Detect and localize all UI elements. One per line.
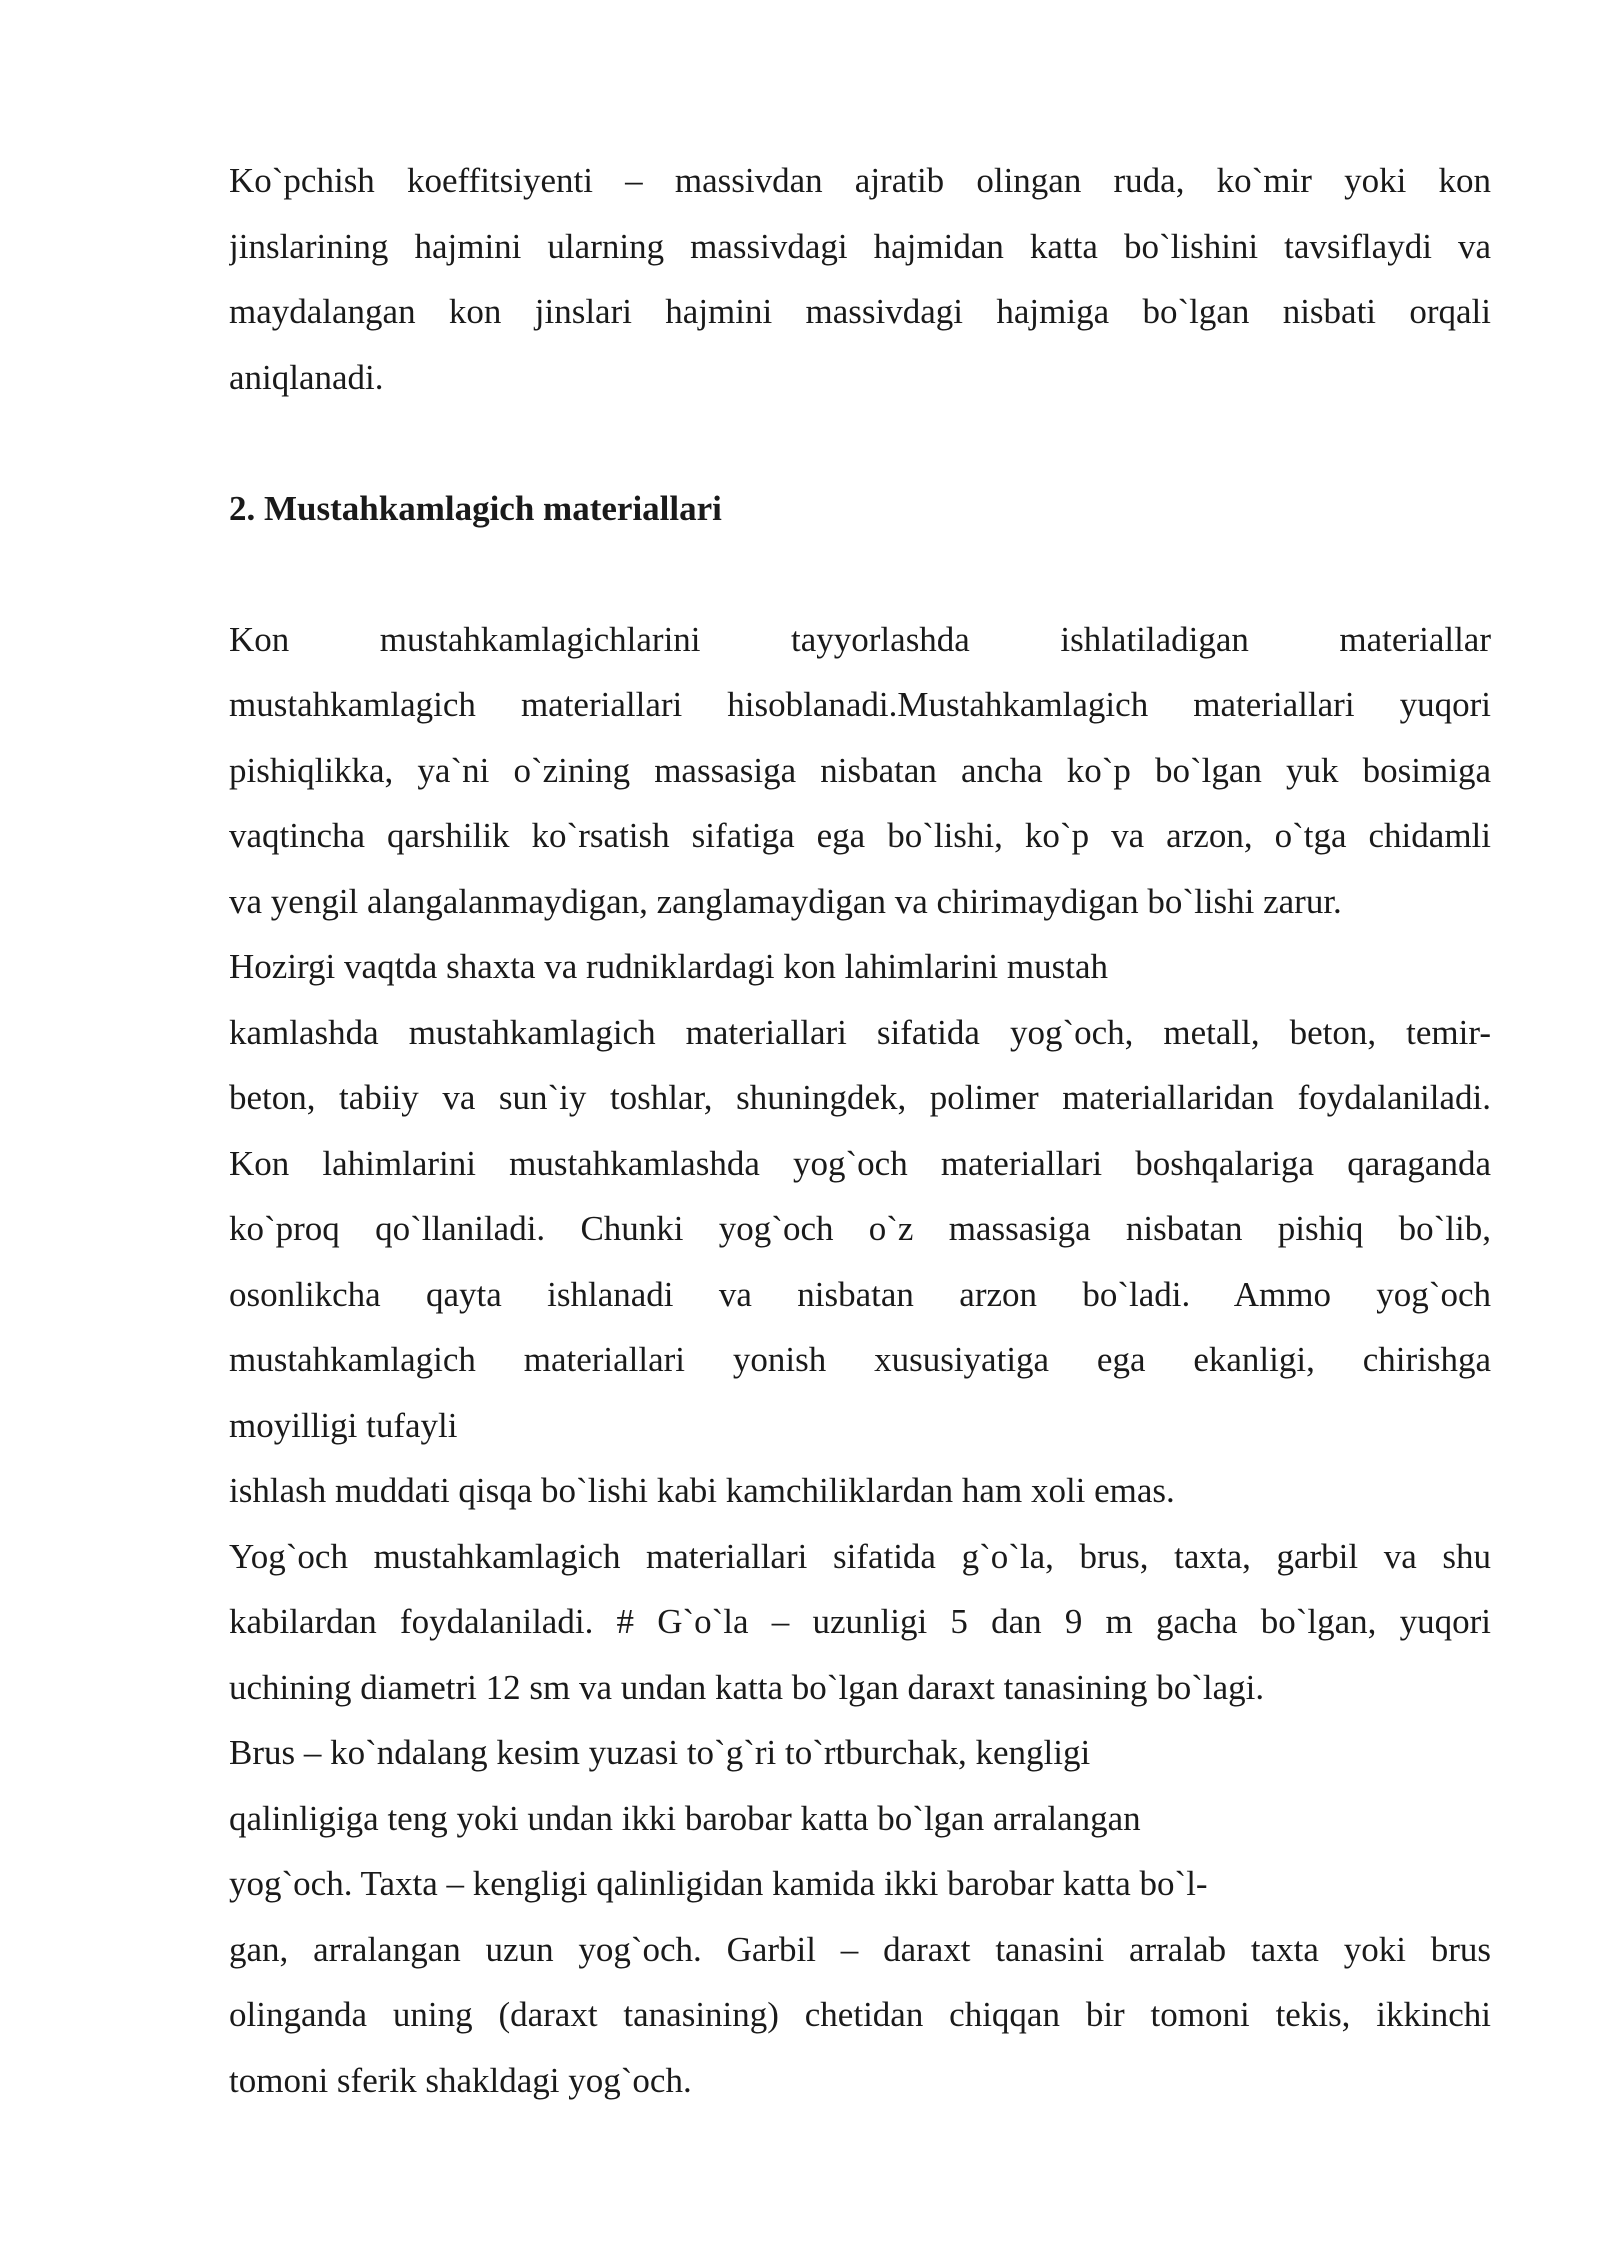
text-line: qalinligiga teng yoki undan ikki barobar katta bo`lgan arralangan — [229, 1798, 1141, 1838]
text-line: osonlikcha qayta ishlanadi va nisbatan arzon bo`ladi. Ammo yog`och — [229, 1274, 1491, 1314]
text-line: kabilardan foydalaniladi. # G`o`la – uzunligi 5 dan 9 m gacha bo`lgan, yuqori — [229, 1602, 1491, 1641]
text-line: moyilligi tufayli — [229, 1405, 458, 1445]
text-line: aniqlanadi. — [229, 357, 384, 397]
text-line: Ko`pchish koeffitsiyenti – massivdan ajratib olingan ruda, ko`mir yoki kon — [229, 161, 1491, 200]
text-line: olinganda uning (daraxt tanasining) chetidan chiqqan bir tomoni tekis, ikkinchi — [229, 1995, 1491, 2034]
text-line: va yengil alangalanmaydigan, zanglamaydigan va chirimaydigan bo`lishi zarur. — [229, 881, 1342, 921]
text-line: gan, arralangan uzun yog`och. Garbil – daraxt tanasini arralab taxta yoki brus — [229, 1929, 1491, 1969]
paragraph-mustahkamlagich-materiallari — [229, 607, 1491, 2114]
text-line: jinslarining hajmini ularning massivdagi hajmidan katta bo`lishini tavsiflaydi va — [229, 226, 1491, 266]
text-line: Brus – ko`ndalang kesim yuzasi to`g`ri to`rtburchak, kengligi — [229, 1733, 1091, 1772]
text-line: kamlashda mustahkamlagich materiallari sifatida yog`och, metall, beton, temir- — [229, 1012, 1491, 1052]
paragraph-kopchish-koeffitsiyenti — [229, 148, 1491, 410]
text-line: yog`och. Taxta – kengligi qalinligidan kamida ikki barobar katta bo`l- — [229, 1864, 1208, 1903]
text-line: pishiqlikka, ya`ni o`zining massasiga nisbatan ancha ko`p bo`lgan yuk bosimiga — [229, 750, 1491, 790]
text-line: mustahkamlagich materiallari yonish xususiyatiga ega ekanligi, chirishga — [229, 1340, 1491, 1379]
text-line: uchining diametri 12 sm va undan katta bo`lgan daraxt tanasining bo`lagi. — [229, 1667, 1265, 1707]
text-line: Kon lahimlarini mustahkamlashda yog`och materiallari boshqalariga qaraganda — [229, 1143, 1491, 1183]
text-line: Hozirgi vaqtda shaxta va rudniklardagi kon lahimlarini mustah — [229, 947, 1108, 986]
section-heading: 2. Mustahkamlagich materiallari — [229, 488, 722, 528]
text-line: ko`proq qo`llaniladi. Chunki yog`och o`z massasiga nisbatan pishiq bo`lib, — [229, 1209, 1491, 1248]
text-line: maydalangan kon jinslari hajmini massivdagi hajmiga bo`lgan nisbati orqali — [229, 292, 1491, 331]
text-line: beton, tabiiy va sun`iy toshlar, shuningdek, polimer materiallaridan foydalaniladi. — [229, 1078, 1491, 1117]
text-line: ishlash muddati qisqa bo`lishi kabi kamchiliklardan ham xoli emas. — [229, 1471, 1175, 1510]
paragraph-gap — [229, 541, 1491, 607]
document-page — [229, 148, 1491, 2113]
text-line: tomoni sferik shakldagi yog`och. — [229, 2060, 692, 2100]
text-line: Yog`och mustahkamlagich materiallari sifatida g`o`la, brus, taxta, garbil va shu — [229, 1536, 1491, 1576]
text-line: mustahkamlagich materiallari hisoblanadi.Mustahkamlagich materiallari yuqori — [229, 685, 1491, 724]
text-line: vaqtincha qarshilik ko`rsatish sifatiga ega bo`lishi, ko`p va arzon, o`tga chidamli — [229, 816, 1491, 855]
text-line: Kon mustahkamlagichlarini tayyorlashda ishlatiladigan materiallar — [229, 619, 1491, 659]
paragraph-gap — [229, 410, 1491, 476]
